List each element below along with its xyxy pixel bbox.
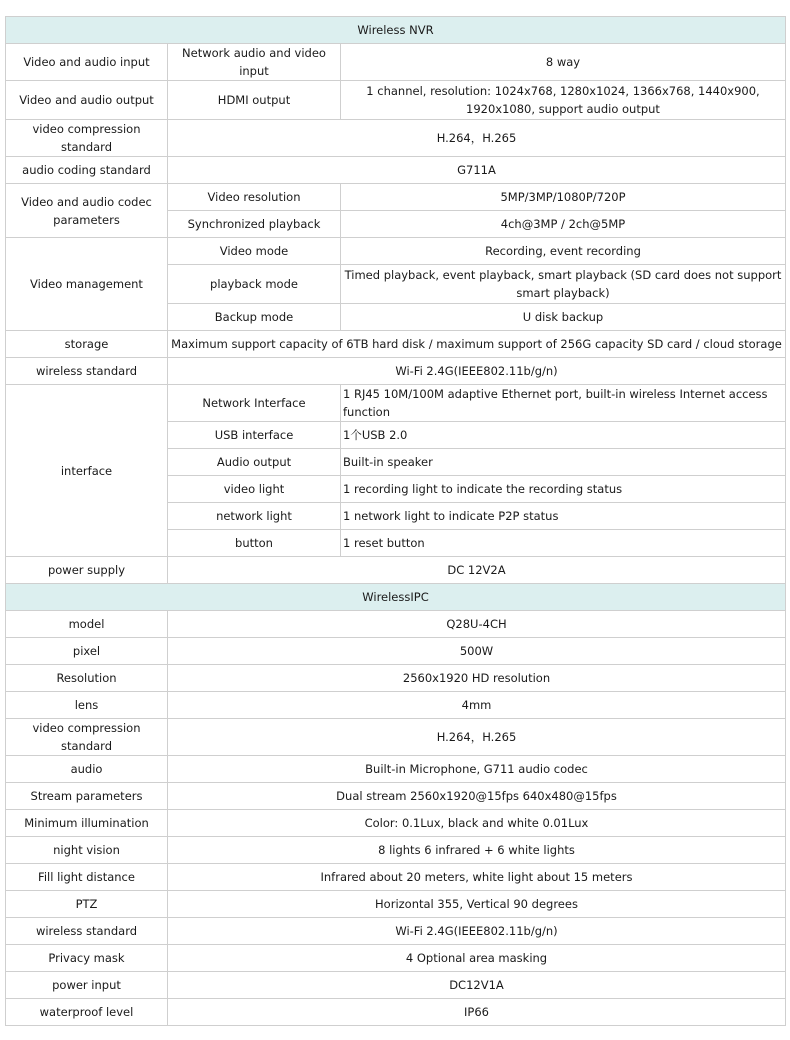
row-label: Video and audio codec parameters xyxy=(6,184,168,238)
row-sublabel: HDMI output xyxy=(168,81,341,120)
row-label: power input xyxy=(6,972,168,999)
row-sublabel: Network audio and video input xyxy=(168,44,341,81)
row-label: Video management xyxy=(6,238,168,331)
row-value: 1个USB 2.0 xyxy=(341,422,786,449)
row-label: Video and audio input xyxy=(6,44,168,81)
table-row xyxy=(6,557,786,584)
row-sublabel: Backup mode xyxy=(168,304,341,331)
row-label: Privacy mask xyxy=(6,945,168,972)
row-value: Wi-Fi 2.4G(IEEE802.11b/g/n) xyxy=(168,358,786,385)
section-header-nvr xyxy=(6,17,786,44)
table-row xyxy=(6,756,786,783)
table-row xyxy=(6,358,786,385)
row-sublabel: Synchronized playback xyxy=(168,211,341,238)
row-value: Recording, event recording xyxy=(341,238,786,265)
row-label: Video and audio output xyxy=(6,81,168,120)
row-value: Horizontal 355, Vertical 90 degrees xyxy=(168,891,786,918)
row-value: Built-in Microphone, G711 audio codec xyxy=(168,756,786,783)
section-title: Wireless NVR xyxy=(6,17,786,44)
row-value: Wi-Fi 2.4G(IEEE802.11b/g/n) xyxy=(168,918,786,945)
row-label: lens xyxy=(6,692,168,719)
row-label: power supply xyxy=(6,557,168,584)
row-value: 500W xyxy=(168,638,786,665)
table-row xyxy=(6,81,786,120)
row-value: U disk backup xyxy=(341,304,786,331)
table-row xyxy=(6,611,786,638)
row-label: Resolution xyxy=(6,665,168,692)
row-sublabel: Video mode xyxy=(168,238,341,265)
row-sublabel: playback mode xyxy=(168,265,341,304)
row-value: Dual stream 2560x1920@15fps 640x480@15fps xyxy=(168,783,786,810)
row-label: video compression standard xyxy=(6,120,168,157)
row-value: 8 way xyxy=(341,44,786,81)
table-row xyxy=(6,238,786,265)
row-label: audio coding standard xyxy=(6,157,168,184)
row-value: 1 recording light to indicate the recording status xyxy=(341,476,786,503)
row-label: pixel xyxy=(6,638,168,665)
table-row xyxy=(6,810,786,837)
table-row xyxy=(6,783,786,810)
section-title: WirelessIPC xyxy=(6,584,786,611)
row-label: interface xyxy=(6,385,168,557)
row-label: wireless standard xyxy=(6,358,168,385)
row-value: 1 network light to indicate P2P status xyxy=(341,503,786,530)
row-sublabel: Audio output xyxy=(168,449,341,476)
table-row xyxy=(6,44,786,81)
table-row xyxy=(6,864,786,891)
table-row xyxy=(6,891,786,918)
row-sublabel: USB interface xyxy=(168,422,341,449)
table-row xyxy=(6,385,786,422)
row-label: storage xyxy=(6,331,168,358)
table-row xyxy=(6,719,786,756)
table-row xyxy=(6,184,786,211)
row-label: waterproof level xyxy=(6,999,168,1026)
row-sublabel: video light xyxy=(168,476,341,503)
table-row xyxy=(6,157,786,184)
row-label: Stream parameters xyxy=(6,783,168,810)
table-row xyxy=(6,999,786,1026)
row-label: Minimum illumination xyxy=(6,810,168,837)
row-sublabel: button xyxy=(168,530,341,557)
table-row xyxy=(6,918,786,945)
row-value: 1 reset button xyxy=(341,530,786,557)
row-value: 4ch@3MP / 2ch@5MP xyxy=(341,211,786,238)
table-row xyxy=(6,331,786,358)
row-value: Color: 0.1Lux, black and white 0.01Lux xyxy=(168,810,786,837)
row-label: night vision xyxy=(6,837,168,864)
row-value: 8 lights 6 infrared + 6 white lights xyxy=(168,837,786,864)
row-value: 4mm xyxy=(168,692,786,719)
row-value: 5MP/3MP/1080P/720P xyxy=(341,184,786,211)
row-value: H.264，H.265 xyxy=(168,719,786,756)
table-row xyxy=(6,972,786,999)
row-value: Timed playback, event playback, smart playback (SD card does not support smart playback) xyxy=(341,265,786,304)
row-value: 2560x1920 HD resolution xyxy=(168,665,786,692)
row-value: Maximum support capacity of 6TB hard disk / maximum support of 256G capacity SD card / cloud storage xyxy=(168,331,786,358)
row-value: Q28U-4CH xyxy=(168,611,786,638)
row-label: wireless standard xyxy=(6,918,168,945)
row-value: 1 channel, resolution: 1024x768, 1280x1024, 1366x768, 1440x900, 1920x1080, support audio output xyxy=(341,81,786,120)
section-header-ipc xyxy=(6,584,786,611)
row-value: IP66 xyxy=(168,999,786,1026)
row-label: video compression standard xyxy=(6,719,168,756)
row-value: 1 RJ45 10M/100M adaptive Ethernet port, built-in wireless Internet access function xyxy=(341,385,786,422)
table-row xyxy=(6,692,786,719)
spec-table xyxy=(5,16,786,1026)
row-label: audio xyxy=(6,756,168,783)
row-label: Fill light distance xyxy=(6,864,168,891)
row-label: PTZ xyxy=(6,891,168,918)
table-row xyxy=(6,120,786,157)
table-row xyxy=(6,945,786,972)
row-value: H.264，H.265 xyxy=(168,120,786,157)
row-sublabel: Video resolution xyxy=(168,184,341,211)
row-value: G711A xyxy=(168,157,786,184)
row-value: Built-in speaker xyxy=(341,449,786,476)
row-sublabel: Network Interface xyxy=(168,385,341,422)
row-value: 4 Optional area masking xyxy=(168,945,786,972)
row-value: DC 12V2A xyxy=(168,557,786,584)
table-row xyxy=(6,665,786,692)
table-row xyxy=(6,837,786,864)
row-sublabel: network light xyxy=(168,503,341,530)
row-value: Infrared about 20 meters, white light about 15 meters xyxy=(168,864,786,891)
row-value: DC12V1A xyxy=(168,972,786,999)
table-row xyxy=(6,638,786,665)
row-label: model xyxy=(6,611,168,638)
